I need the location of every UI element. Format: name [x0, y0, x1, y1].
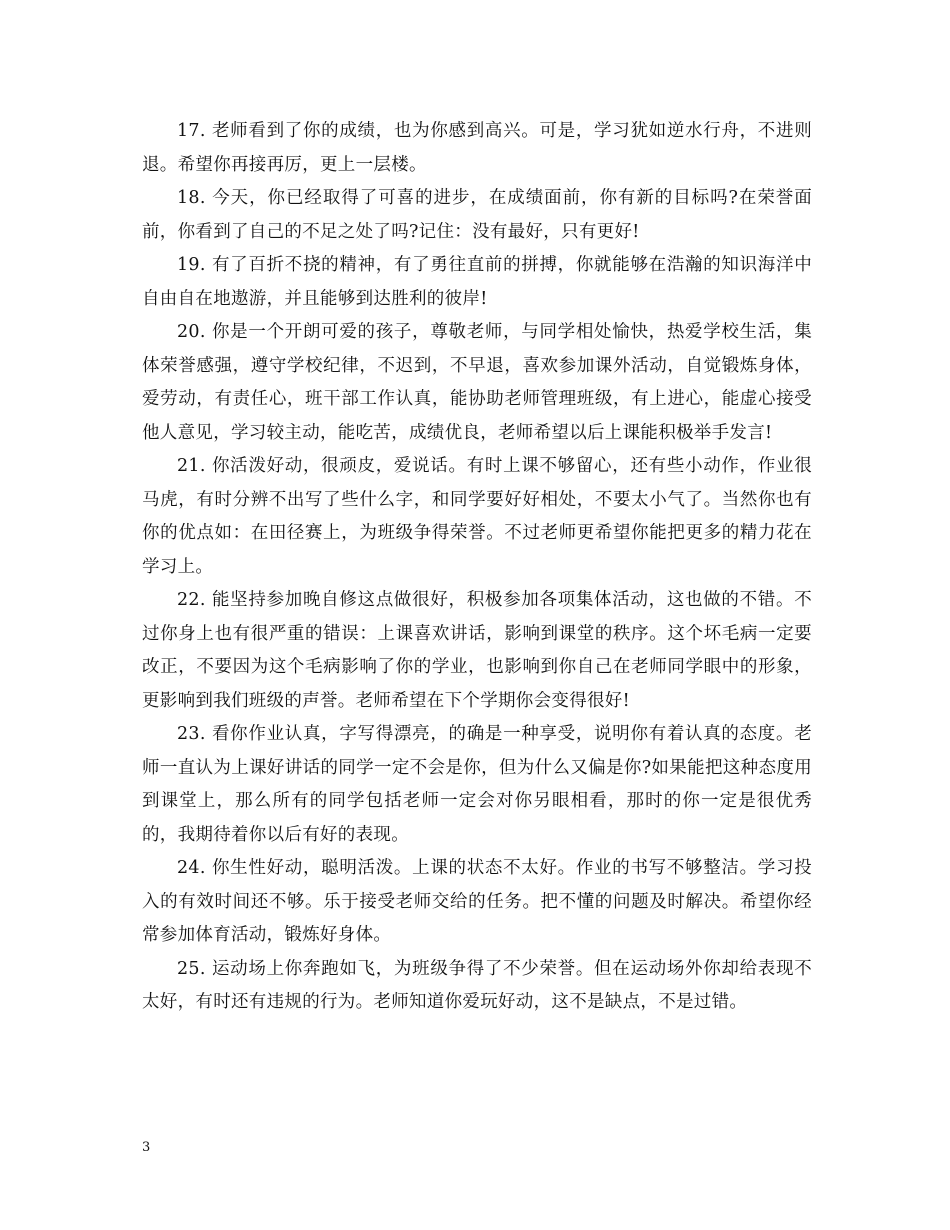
- paragraph-17: 17. 老师看到了你的成绩，也为你感到高兴。可是，学习犹如逆水行舟，不进则退。希望你再接再厉，更上一层楼。: [142, 121, 812, 175]
- page-number: 3: [142, 1140, 151, 1155]
- paragraph-20: 20. 你是一个开朗可爱的孩子，尊敬老师，与同学相处愉快，热爱学校生活，集体荣誉感强，遵守学校纪律，不迟到，不早退，喜欢参加课外活动，自觉锻炼身体，爱劳动，有责任心，班干部工作认真，能协助老师管理班级，有上进心，能虚心接受他人意见，学习较主动，能吃苦，成绩优良，老师希望以后上课能积极举手发言!: [142, 322, 812, 443]
- paragraph-24: 24. 你生性好动，聪明活泼。上课的状态不太好。作业的书写不够整洁。学习投入的有效时间还不够。乐于接受老师交给的任务。把不懂的问题及时解决。希望你经常参加体育活动，锻炼好身体。: [142, 858, 812, 945]
- paragraph-25: 25. 运动场上你奔跑如飞，为班级争得了不少荣誉。但在运动场外你却给表现不太好，有时还有违规的行为。老师知道你爱玩好动，这不是缺点，不是过错。: [142, 958, 812, 1012]
- paragraph-22: 22. 能坚持参加晚自修这点做很好，积极参加各项集体活动，这也做的不错。不过你身上也有很严重的错误：上课喜欢讲话，影响到课堂的秩序。这个坏毛病一定要改正，不要因为这个毛病影响了你的学业，也影响到你自己在老师同学眼中的形象，更影响到我们班级的声誉。老师希望在下个学期你会变得很好!: [142, 590, 812, 711]
- document-body: [142, 115, 812, 1020]
- paragraph-21: 21. 你活泼好动，很顽皮，爱说话。有时上课不够留心，还有些小动作，作业很马虎，有时分辨不出写了些什么字，和同学要好好相处，不要太小气了。当然你也有你的优点如：在田径赛上，为班级争得荣誉。不过老师更希望你能把更多的精力花在学习上。: [142, 456, 812, 577]
- paragraph-19: 19. 有了百折不挠的精神，有了勇往直前的拼搏，你就能够在浩瀚的知识海洋中自由自在地遨游，并且能够到达胜利的彼岸!: [142, 255, 812, 309]
- paragraph-23: 23. 看你作业认真，字写得漂亮，的确是一种享受，说明你有着认真的态度。老师一直认为上课好讲话的同学一定不会是你，但为什么又偏是你?如果能把这种态度用到课堂上，那么所有的同学包括老师一定会对你另眼相看，那时的你一定是很优秀的，我期待着你以后有好的表现。: [142, 724, 812, 845]
- paragraph-18: 18. 今天，你已经取得了可喜的进步，在成绩面前，你有新的目标吗?在荣誉面前，你看到了自己的不足之处了吗?记住：没有最好，只有更好!: [142, 188, 812, 242]
